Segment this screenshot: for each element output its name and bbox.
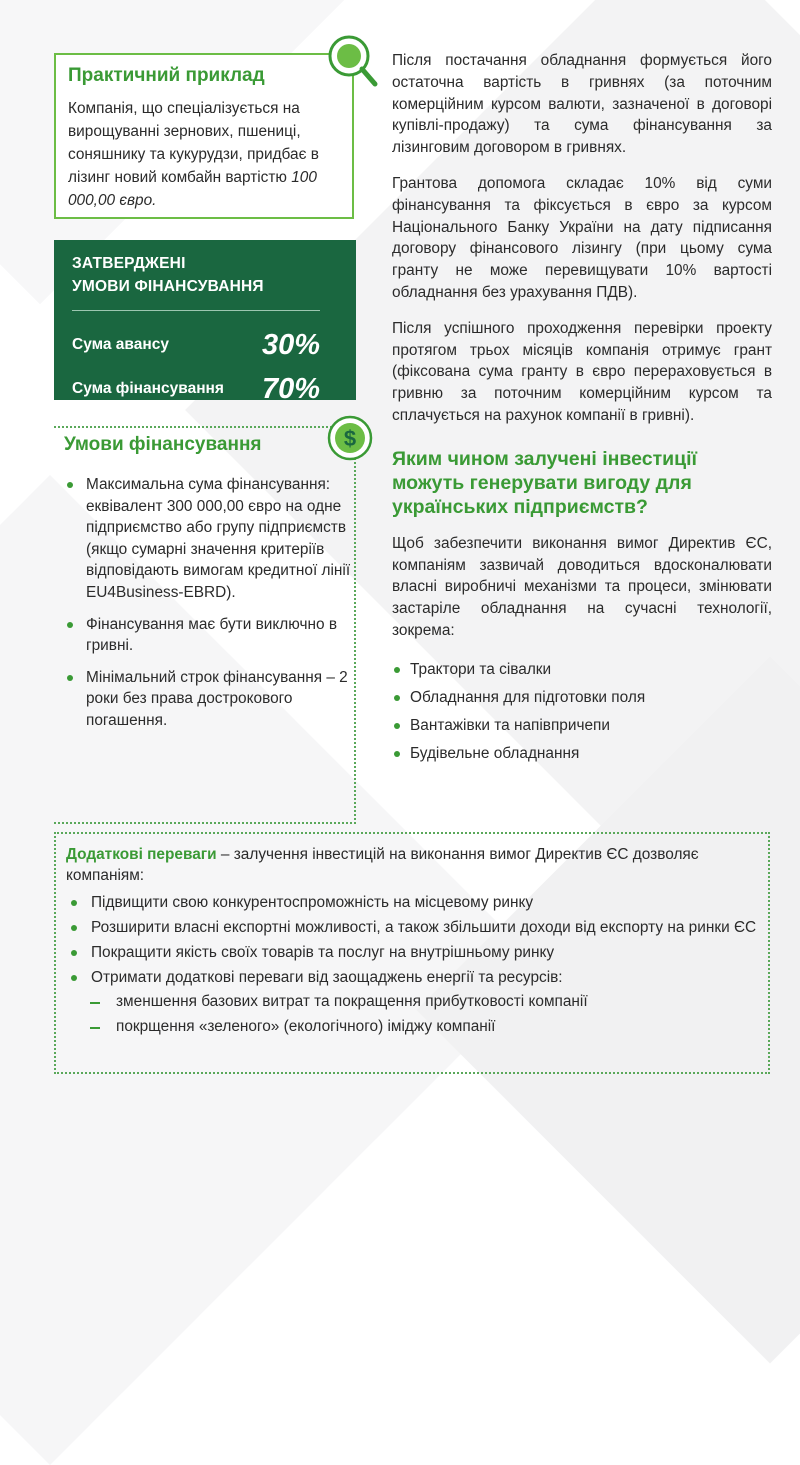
equipment-list: [392, 656, 772, 768]
example-description: Компанія, що спеціалізується на вирощуванні зернових, пшениці, соняшнику та кукурудзи, придбає в лізинг новий комбайн вартістю: [68, 100, 319, 186]
list-item: Підвищити свою конкурентоспроможність на місцевому ринку: [66, 892, 758, 913]
list-item: Трактори та сівалки: [392, 656, 772, 684]
advance-row: [72, 323, 338, 367]
financing-amount-row: [72, 367, 338, 411]
advantages-list: [66, 892, 758, 1037]
approved-conditions-box: [54, 240, 356, 405]
practical-example-title: Практичний приклад: [68, 65, 265, 86]
divider: [72, 310, 320, 311]
list-item: Мінімальний строк фінансування – 2 роки без права дострокового погашення.: [64, 667, 354, 732]
list-item: Максимальна сума фінансування: еквівалент 300 000,00 євро на одне підприємство або групу підприємств (якщо сумарні значення критеріїв відповідають вимогам кредитної лінії EU4Business-EBRD).: [64, 474, 354, 604]
paragraph: Грантова допомога складає 10% від суми фінансування та фіксується в євро за курсом Національного Банку України на дату підписання договору фінансового лізингу (при цьому сума гранту не може перевищувати 10% вартості обладнання без урахування ПДВ).: [392, 174, 772, 301]
list-item: Розширити власні експортні можливості, а також збільшити доходи від експорту на ринки ЄС: [66, 917, 758, 938]
section-intro: Щоб забезпечити виконання вимог Директив ЄС, компаніям зазвичай доводиться вдосконалювати власні виробничі механізми та процеси, змінювати застаріле обладнання на сучасні технології, зокрема:: [392, 534, 772, 639]
section-heading: Яким чином залучені інвестиції можуть генерувати вигоду для українських підприємств?: [392, 447, 698, 518]
approved-title-line1: ЗАТВЕРДЖЕНІ: [72, 255, 186, 272]
practical-example-box: [54, 53, 354, 219]
magnifier-icon: [325, 34, 381, 90]
advantages-sub-list: [91, 991, 758, 1037]
additional-advantages-box: [54, 832, 770, 1074]
list-item: Покращити якість своїх товарів та послуг на внутрішньому ринку: [66, 942, 758, 963]
financing-conditions-box: [54, 426, 356, 824]
advantages-intro-text: – залучення інвестицій на виконання вимог Директив ЄС дозволяє компаніям:: [66, 846, 699, 884]
approved-conditions-title: [72, 252, 338, 298]
dollar-icon: [327, 415, 373, 461]
list-item: Будівельне обладнання: [392, 740, 772, 768]
example-price: 100 000,00 євро.: [68, 169, 317, 209]
list-item: [66, 967, 758, 1037]
list-item: Фінансування має бути виключно в гривні.: [64, 614, 354, 657]
svg-text:$: $: [343, 426, 357, 451]
advance-value: 30%: [261, 328, 320, 361]
financing-conditions-list: [64, 474, 354, 732]
sub-list-item: зменшення базових витрат та покращення прибутковості компанії: [91, 991, 758, 1012]
sub-list-item: покрщення «зеленого» (екологічного) іміджу компанії: [91, 1016, 758, 1037]
financing-amount-value: 70%: [261, 372, 320, 405]
right-column: [392, 50, 772, 768]
paragraph: Після успішного проходження перевірки проекту протягом трьох місяців компанія отримує грант (фіксована сума гранту в євро перераховується в гривню за поточним комерційним курсом та сплачується на рахунок компанії в гривні).: [392, 319, 772, 424]
financing-conditions-title: Умови фінансування: [64, 434, 262, 455]
practical-example-text: [68, 97, 342, 212]
list-item-text: Отримати додаткові переваги від заощаджень енергії та ресурсів:: [91, 969, 563, 986]
approved-title-line2: УМОВИ ФІНАНСУВАННЯ: [72, 278, 264, 295]
list-item: Вантажівки та напівпричепи: [392, 712, 772, 740]
advance-label: Сума авансу: [72, 336, 169, 353]
advantages-lead: Додаткові переваги: [66, 846, 217, 863]
list-item: Обладнання для підготовки поля: [392, 684, 772, 712]
financing-amount-label: Сума фінансування: [72, 380, 224, 397]
advantages-intro: [66, 844, 758, 886]
paragraph: Після постачання обладнання формується його остаточна вартість в гривнях (за поточним комерційним курсом валюти, зазначеної в договорі купівлі-продажу) та сума фінансування за лізинговим договором в гривнях.: [392, 52, 772, 157]
